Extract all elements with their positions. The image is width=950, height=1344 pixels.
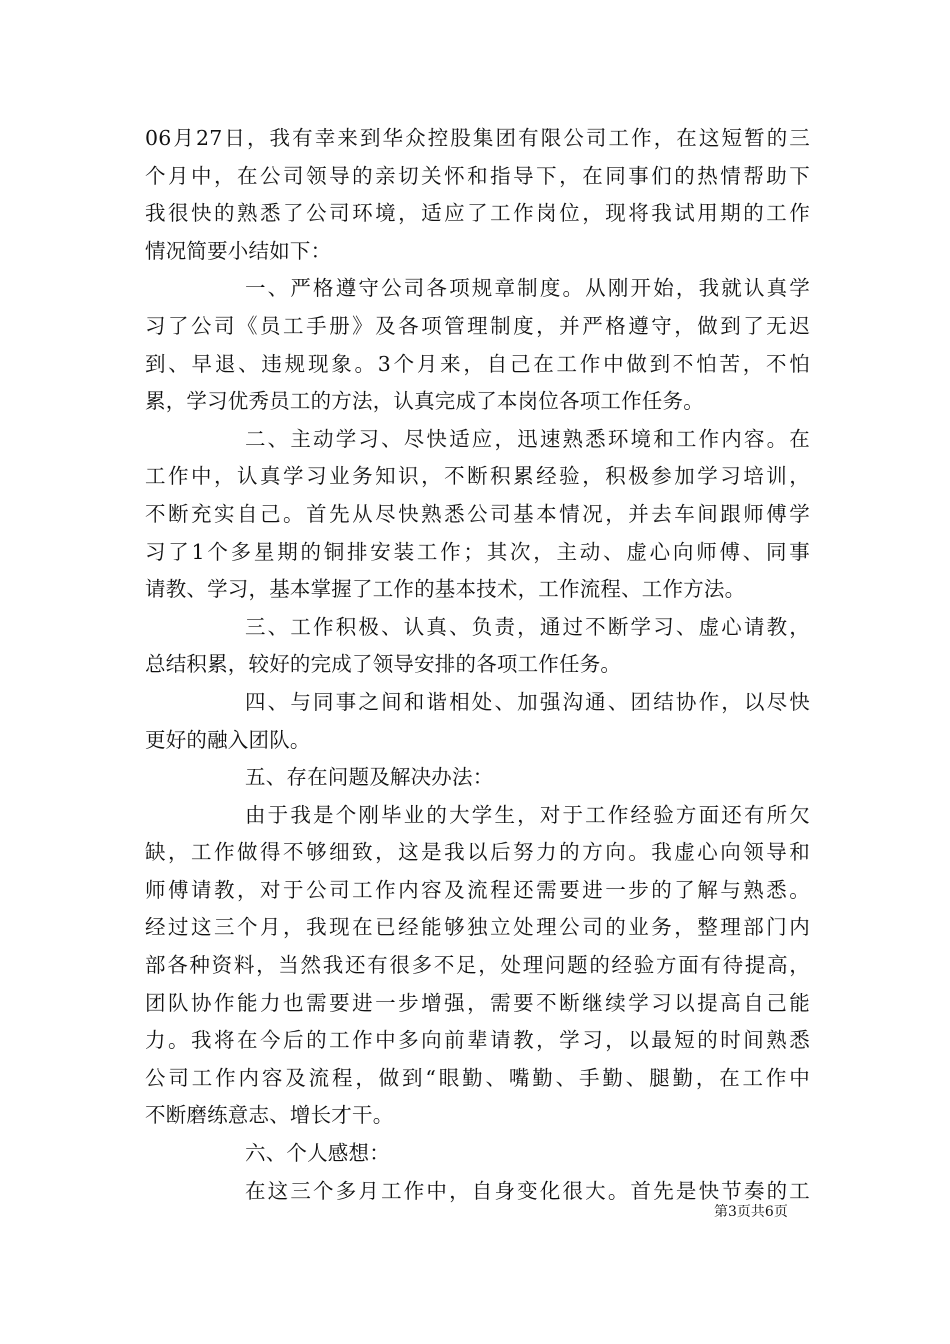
text-line: 部各种资料，当然我还有很多不足，处理问题的经验方面有待提高， [145,953,810,978]
section-heading-line: 三、工作积极、认真、负责，通过不断学习、虚心请教， [245,614,810,639]
text-line: 到、早退、违规现象。3个月来，自己在工作中做到不怕苦，不怕 [145,351,810,376]
section-heading-line: 五、存在问题及解决办法： [245,765,494,790]
text-line: 工作中，认真学习业务知识，不断积累经验，积极参加学习培训， [145,464,810,489]
section-heading-line: 四、与同事之间和谐相处、加强沟通、团结协作，以尽快 [245,689,810,714]
text-line: 我很快的熟悉了公司环境，适应了工作岗位，现将我试用期的工作 [145,201,810,226]
paragraph-start-line: 由于我是个刚毕业的大学生，对于工作经验方面还有所欠 [245,802,810,827]
text-line: 不断磨练意志、增长才干。 [145,1103,394,1128]
text-line: 不断充实自己。首先从尽快熟悉公司基本情况，并去车间跟师傅学 [145,501,810,526]
section-heading-line: 一、严格遵守公司各项规章制度。从刚开始，我就认真学 [245,276,810,301]
text-line: 力。我将在今后的工作中多向前辈请教，学习，以最短的时间熟悉 [145,1028,810,1053]
section-heading-line: 六、个人感想： [245,1141,390,1166]
text-line: 总结积累，较好的完成了领导安排的各项工作任务。 [145,652,622,677]
document-body [145,120,810,1210]
text-line: 习了公司《员工手册》及各项管理制度，并严格遵守，做到了无迟 [145,313,810,338]
text-line: 更好的融入团队。 [145,727,311,752]
paragraph-start-line: 在这三个多月工作中，自身变化很大。首先是快节奏的工 [245,1178,810,1203]
text-line: 个月中，在公司领导的亲切关怀和指导下，在同事们的热情帮助下 [145,163,810,188]
text-line: 习了1个多星期的铜排安装工作；其次，主动、虚心向师傅、同事 [145,539,810,564]
text-line: 累，学习优秀员工的方法，认真完成了本岗位各项工作任务。 [145,389,704,414]
text-line: 缺，工作做得不够细致，这是我以后努力的方向。我虚心向领导和 [145,840,810,865]
text-line: 经过这三个月，我现在已经能够独立处理公司的业务，整理部门内 [145,915,810,940]
text-line: 情况简要小结如下： [145,238,332,263]
text-line: 师傅请教，对于公司工作内容及流程还需要进一步的了解与熟悉。 [145,877,810,902]
text-line: 请教、学习，基本掌握了工作的基本技术，工作流程、工作方法。 [145,577,746,602]
text-line: 公司工作内容及流程，做到“眼勤、嘴勤、手勤、腿勤，在工作中 [145,1065,810,1090]
page-number: 第3页共6页 [714,1204,788,1220]
text-line: 06月27日，我有幸来到华众控股集团有限公司工作，在这短暂的三 [145,126,810,150]
section-heading-line: 二、主动学习、尽快适应，迅速熟悉环境和工作内容。在 [245,426,810,451]
text-line: 团队协作能力也需要进一步增强，需要不断继续学习以提高自己能 [145,990,810,1015]
